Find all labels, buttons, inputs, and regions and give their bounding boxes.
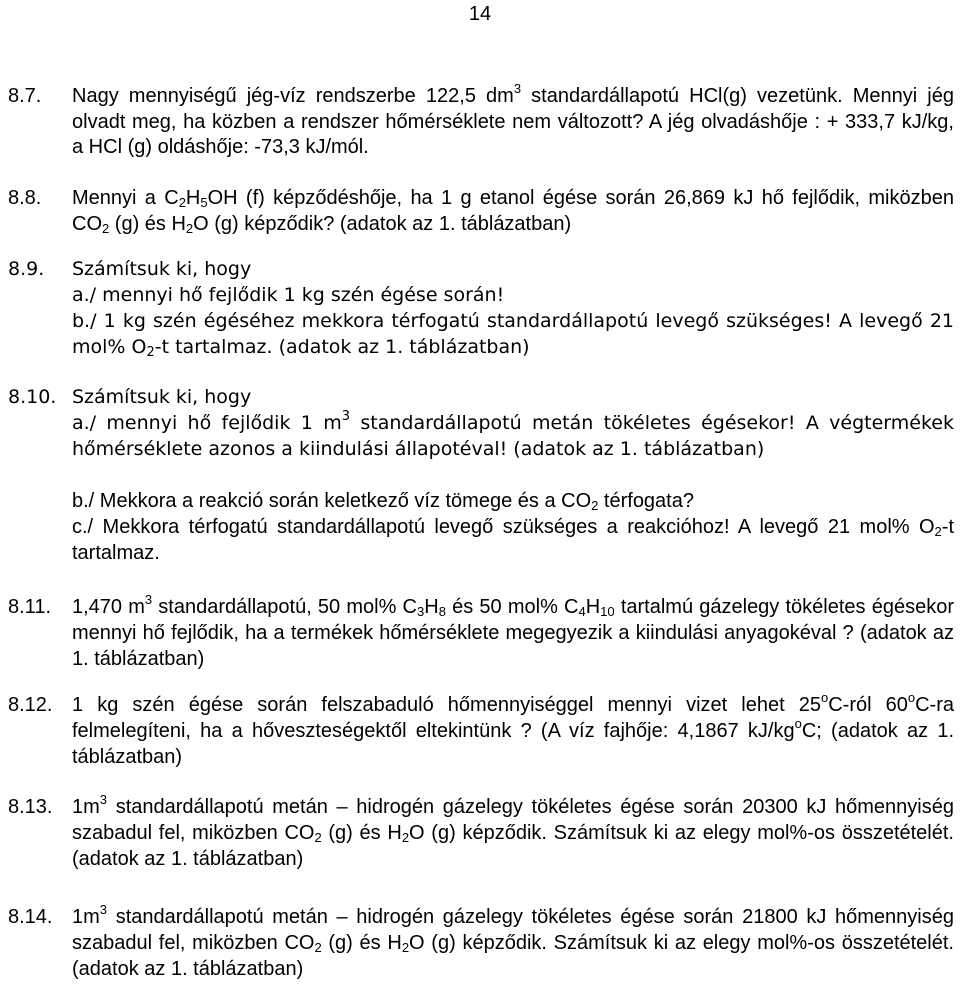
problem-text: Számítsuk ki, hogy a./ mennyi hő fejlődik 1 kg szén égése során! b./ 1 kg szén égéséhez mekkora térfogatú standardállapotú levegő szükséges! A levegő 21 mol% $O_2-t$ tartalmaz. (adatok az 1. táblázatban) [72,258,954,360]
problem-text: $1m^3$ standardállapotú metán – hidrogén gázelegy tökéletes égése során 21800 kJ hőmennyiség szabadul fel, miközben $CO_2$ (g) és $H_2O$ (g) képződik. Számítsuk ki az elegy mol%-os összetételét. (adatok az 1. táblázatban) [72,902,954,980]
problem-8-8 [8,186,954,237]
problem-8-10-parts [8,488,954,566]
problem-text: 1 kg szén égése során felszabaduló hőmennyiséggel mennyi vizet lehet 25$^o$C-ról 60$^o$C-ra felmelegíteni, ha a hőveszteségektől eltekintünk ? (A víz fajhője: 4,1867 $kJ/kg^oC$; (adatok az 1. táblázatban) [72,690,954,768]
problem-8-14 [8,904,954,982]
problem-number: 8.10. [8,386,57,408]
problem-number: 8.11. [8,596,51,618]
problem-number: 8.9. [8,258,45,280]
problem-8-12 [8,692,954,770]
page-number: 14 [468,3,492,25]
problem-text: Számítsuk ki, hogy a./ mennyi hő fejlődik 1 $m^3$ standardállapotú metán tökéletes égésekor! A végtermékek hőmérséklete azonos a kiindulási állapotéval! (adatok az 1. táblázatban) [72,386,954,460]
problem-number: 8.8. [8,187,42,209]
problem-text: 1,470 $m^3$ standardállapotú, 50 mol% $C_3H_8$ és 50 mol% $C_4H_{10}$ tartalmú gázelegy tökéletes égésekor mennyi hő fejlődik, ha a termékek hőmérséklete megegyezik a kiindulási anyagokéval ? (adatok az 1. táblázatban) [72,592,954,670]
problem-text: $1m^3$ standardállapotú metán – hidrogén gázelegy tökéletes égése során 20300 kJ hőmennyiség szabadul fel, miközben $CO_2$ (g) és $H_2O$ (g) képződik. Számítsuk ki az elegy mol%-os összetételét. (adatok az 1. táblázatban) [72,792,954,870]
problem-text: Nagy mennyiségű jég-víz rendszerbe 122,5 $dm^3$ standardállapotú HCl(g) vezetünk. Mennyi jég olvadt meg, ha közben a rendszer hőmérséklete nem változott? A jég olvadáshője : + 333,7 kJ/kg, a HCl (g) oldáshője: -73,3 kJ/mól. [72,81,954,158]
problem-8-10 [8,384,954,462]
problem-text: Mennyi a $C_2H_5OH$ (f) képződéshője, ha 1 g etanol égése során 26,869 kJ hő fejlődik, miközben $CO_2$ (g) és $H_2O$ (g) képződik? (adatok az 1. táblázatban) [72,187,954,236]
problem-number: 8.14. [8,906,53,928]
problem-8-7 [8,81,954,161]
problem-text: b./ Mekkora a reakció során keletkező víz tömege és a $CO_2$ térfogata? c./ Mekkora térfogatú standardállapotú levegő szükséges a reakcióhoz! A levegő 21 mol% $O_2-t$ tartalmaz. [72,490,954,564]
problem-number: 8.12. [8,694,53,716]
problem-8-11 [8,594,954,672]
problem-8-9 [8,256,954,360]
problem-number: 8.7. [8,85,42,107]
problem-number: 8.13. [8,796,53,818]
problem-8-13 [8,794,954,872]
